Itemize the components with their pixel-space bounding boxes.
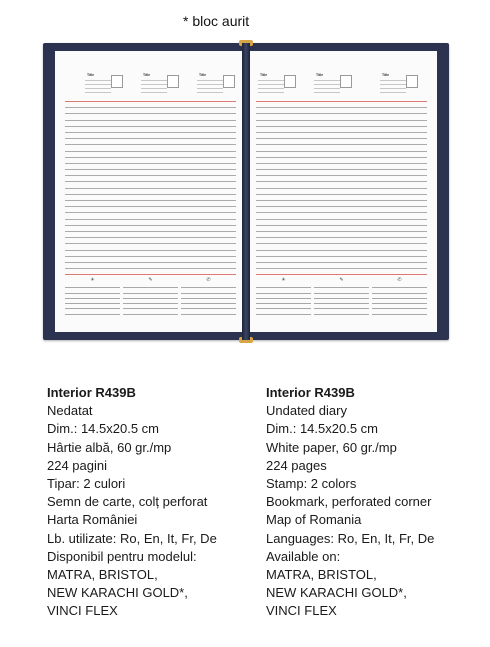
romanian-description (47, 384, 217, 621)
spec-line: White paper, 60 gr./mp (266, 439, 397, 455)
spec-line: Undated diary (266, 403, 347, 419)
spec-line: Disponibil pentru modelul: (47, 548, 197, 564)
spec-line: 224 pages (266, 457, 327, 473)
gilded-edge-note: * bloc aurit (183, 13, 250, 29)
spec-line: Semn de carte, colț perforat (47, 494, 208, 510)
phone-icon: ✆ (206, 277, 211, 283)
product-title: Interior R439B (266, 385, 355, 400)
diary-left-page (55, 51, 242, 332)
day-header: Title (380, 73, 418, 93)
spec-line: Lb. utilizate: Ro, En, It, Fr, De (47, 530, 217, 546)
spec-line: Available on: (266, 548, 341, 564)
page-footer (65, 277, 236, 315)
day-header: Title (85, 73, 123, 93)
spec-line: Stamp: 2 colors (266, 476, 357, 492)
sun-icon: ☀ (90, 277, 95, 283)
day-header: Title (314, 73, 352, 93)
diary-right-page (250, 51, 437, 332)
spec-line: NEW KARACHI GOLD*, (47, 585, 188, 601)
spec-line: VINCI FLEX (47, 603, 118, 619)
page-footer (256, 277, 427, 315)
spec-line: NEW KARACHI GOLD*, (266, 585, 407, 601)
spec-line: Hârtie albă, 60 gr./mp (47, 439, 172, 455)
day-header: Title (197, 73, 235, 93)
spec-line: Map of Romania (266, 512, 362, 528)
spec-line: Harta României (47, 512, 138, 528)
phone-icon: ✆ (397, 277, 402, 283)
english-description (266, 384, 434, 621)
ruled-lines (256, 101, 427, 280)
spec-line: 224 pagini (47, 457, 107, 473)
pen-icon: ✎ (148, 277, 153, 283)
spec-line: Tipar: 2 culori (47, 476, 126, 492)
spec-line: VINCI FLEX (266, 603, 337, 619)
diary-spine (242, 43, 250, 340)
spec-line: Dim.: 14.5x20.5 cm (47, 421, 159, 437)
sun-icon: ☀ (281, 277, 286, 283)
spec-line: Dim.: 14.5x20.5 cm (266, 421, 378, 437)
spec-line: Bookmark, perforated corner (266, 494, 432, 510)
product-title: Interior R439B (47, 385, 136, 400)
spec-line: MATRA, BRISTOL, (47, 567, 158, 583)
day-header: Title (141, 73, 179, 93)
spec-line: MATRA, BRISTOL, (266, 567, 377, 583)
diary-image (43, 43, 449, 340)
ruled-lines (65, 101, 236, 280)
pen-icon: ✎ (339, 277, 344, 283)
spec-line: Nedatat (47, 403, 93, 419)
day-header: Title (258, 73, 296, 93)
spec-line: Languages: Ro, En, It, Fr, De (266, 530, 435, 546)
